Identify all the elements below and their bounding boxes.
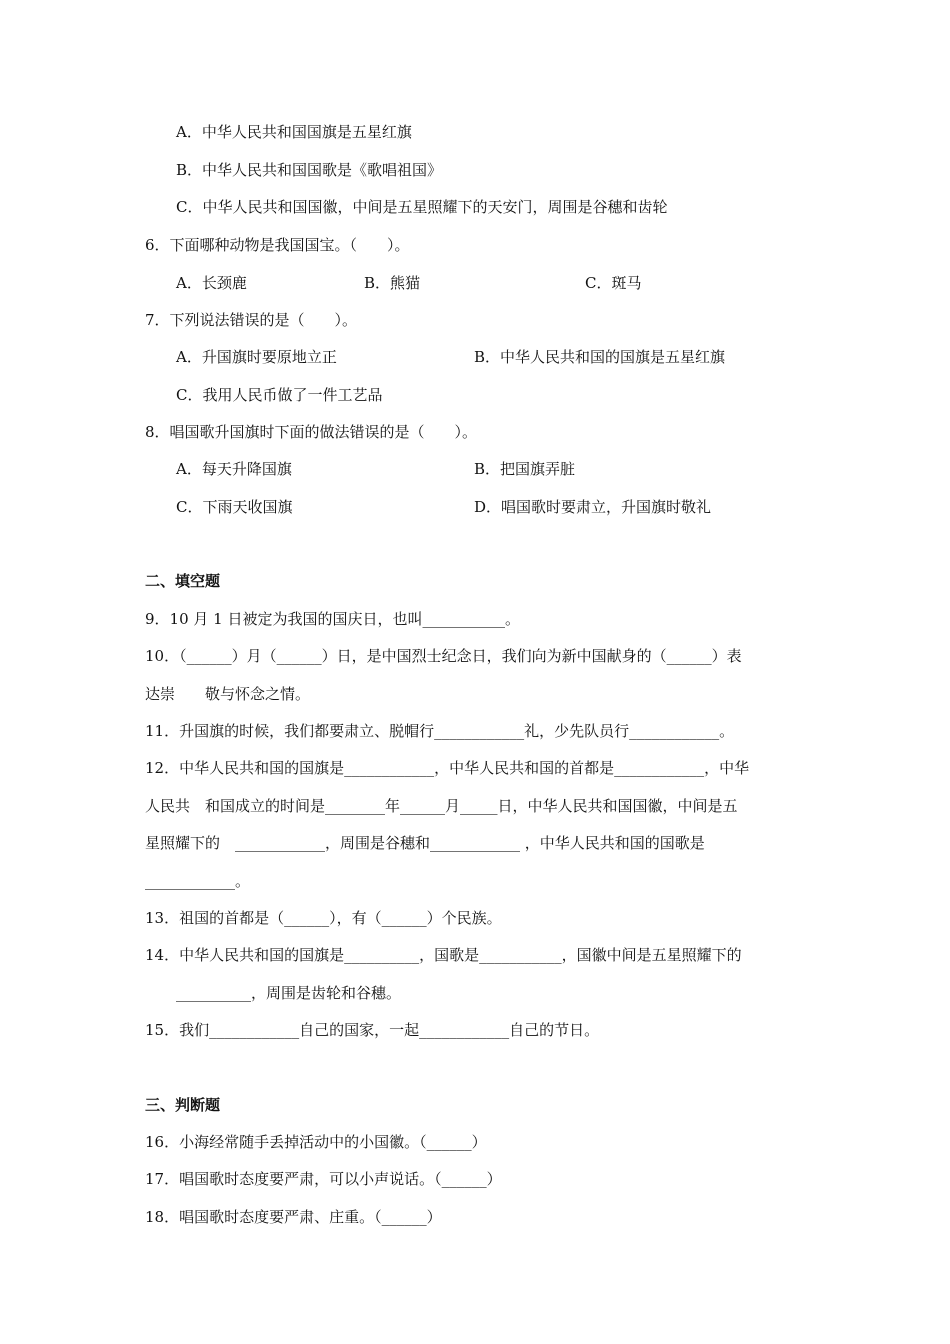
q7-option-b: B．中华人民共和国的国旗是五星红旗 [474, 348, 726, 366]
q6-option-a: A．长颈鹿 [176, 274, 247, 292]
q9-text: 9．10 月 1 日被定为我国的国庆日，也叫___________。 [145, 610, 520, 628]
q8-option-c: C．下雨天收国旗 [176, 498, 293, 516]
q13-text: 13．祖国的首都是（______），有（______）个民族。 [145, 909, 502, 927]
q5-option-a: A．中华人民共和国国旗是五星红旗 [176, 123, 412, 141]
q8-stem: 8．唱国歌升国旗时下面的做法错误的是（ ）。 [145, 423, 478, 441]
q16-text: 16．小海经常随手丢掉活动中的小国徽。（______） [145, 1133, 487, 1151]
q7-option-c: C．我用人民币做了一件工艺品 [176, 386, 383, 404]
q14-text-line2: __________，周围是齿轮和谷穗。 [176, 984, 402, 1002]
q17-text: 17．唱国歌时态度要严肃，可以小声说话。（______） [145, 1170, 502, 1188]
q6-stem: 6．下面哪种动物是我国国宝。（ ）。 [145, 236, 410, 254]
q7-option-a: A．升国旗时要原地立正 [176, 348, 337, 366]
q18-text: 18．唱国歌时态度要严肃、庄重。（______） [145, 1208, 442, 1226]
section-heading-fill-blank: 二、填空题 [145, 572, 221, 590]
q14-text-line1: 14．中华人民共和国的国旗是__________，国歌是___________，国徽中间是五星照耀下的 [145, 946, 742, 964]
q12-text-line2: 人民共 和国成立的时间是________年______月_____日，中华人民共和国国徽，中间是五 [145, 797, 738, 815]
q12-text-line4: ____________。 [145, 872, 251, 890]
q8-option-a: A．每天升降国旗 [176, 460, 292, 478]
q12-text-line3: 星照耀下的 ____________，周围是谷穗和____________ ，中华人民共和国的国歌是 [145, 834, 705, 852]
q8-option-d: D．唱国歌时要肃立，升国旗时敬礼 [474, 498, 712, 516]
q6-option-b: B．熊猫 [364, 274, 421, 292]
q6-option-c: C．斑马 [585, 274, 642, 292]
q5-option-b: B．中华人民共和国国歌是《歌唱祖国》 [176, 161, 443, 179]
q5-option-c: C．中华人民共和国国徽，中间是五星照耀下的天安门，周围是谷穗和齿轮 [176, 198, 668, 216]
q7-stem: 7．下列说法错误的是（ ）。 [145, 311, 358, 329]
q11-text: 11．升国旗的时候，我们都要肃立、脱帽行____________礼，少先队员行____________。 [145, 722, 735, 740]
q12-text-line1: 12．中华人民共和国的国旗是____________，中华人民共和国的首都是____________，中华 [145, 759, 750, 777]
section-heading-true-false: 三、判断题 [145, 1096, 221, 1114]
q10-text-line1: 10．（______）月（______）日，是中国烈士纪念日，我们向为新中国献身的（______）表 [145, 647, 742, 665]
q10-text-line2: 达崇 敬与怀念之情。 [145, 685, 311, 703]
q15-text: 15．我们____________自己的国家，一起____________自己的节日。 [145, 1021, 600, 1039]
q8-option-b: B．把国旗弄脏 [474, 460, 576, 478]
